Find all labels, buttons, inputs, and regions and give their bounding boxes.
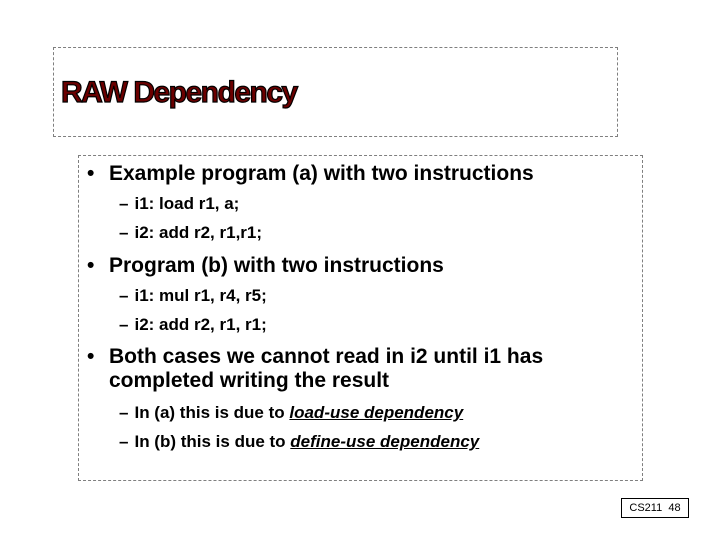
- dash-icon: –: [119, 315, 129, 334]
- sub-text: i2: add r2, r1,r1;: [134, 223, 263, 242]
- bullet-dot-icon: •: [87, 345, 95, 368]
- title-frame: [53, 47, 618, 137]
- bullet-text: Program (b) with two instructions: [109, 254, 444, 277]
- term-load-use: load-use dependency: [289, 403, 464, 422]
- bullet-dot-icon: •: [87, 162, 95, 185]
- dash-icon: –: [119, 194, 129, 213]
- dash-icon: –: [119, 286, 129, 305]
- bullet-2: [87, 254, 444, 278]
- dash-icon: –: [119, 403, 129, 422]
- sub-item: [119, 403, 463, 423]
- course-code: CS211: [629, 502, 663, 514]
- slide-footer: [621, 498, 689, 518]
- bullet-text: completed writing the result: [109, 369, 390, 392]
- sub-text: i1: mul r1, r4, r5;: [134, 286, 267, 305]
- bullet-text: Example program (a) with two instructions: [109, 162, 534, 185]
- slide-title: RAW Dependency: [61, 76, 297, 109]
- sub-item: [119, 194, 239, 214]
- dash-icon: –: [119, 432, 129, 451]
- sub-item: [119, 432, 479, 452]
- sub-text: i2: add r2, r1, r1;: [134, 315, 267, 334]
- sub-text: In (b) this is due to: [134, 432, 291, 451]
- sub-item: [119, 315, 267, 335]
- bullet-text: Both cases we cannot read in i2 until i1 has: [109, 345, 544, 368]
- bullet-dot-icon: •: [87, 254, 95, 277]
- sub-item: [119, 223, 262, 243]
- bullet-3: [87, 345, 543, 393]
- page-number: 48: [668, 502, 681, 514]
- sub-text: In (a) this is due to: [134, 403, 290, 422]
- sub-text: i1: load r1, a;: [134, 194, 240, 213]
- content-frame: [78, 155, 643, 481]
- bullet-1: [87, 162, 534, 186]
- term-define-use: define-use dependency: [290, 432, 480, 451]
- dash-icon: –: [119, 223, 129, 242]
- sub-item: [119, 286, 267, 306]
